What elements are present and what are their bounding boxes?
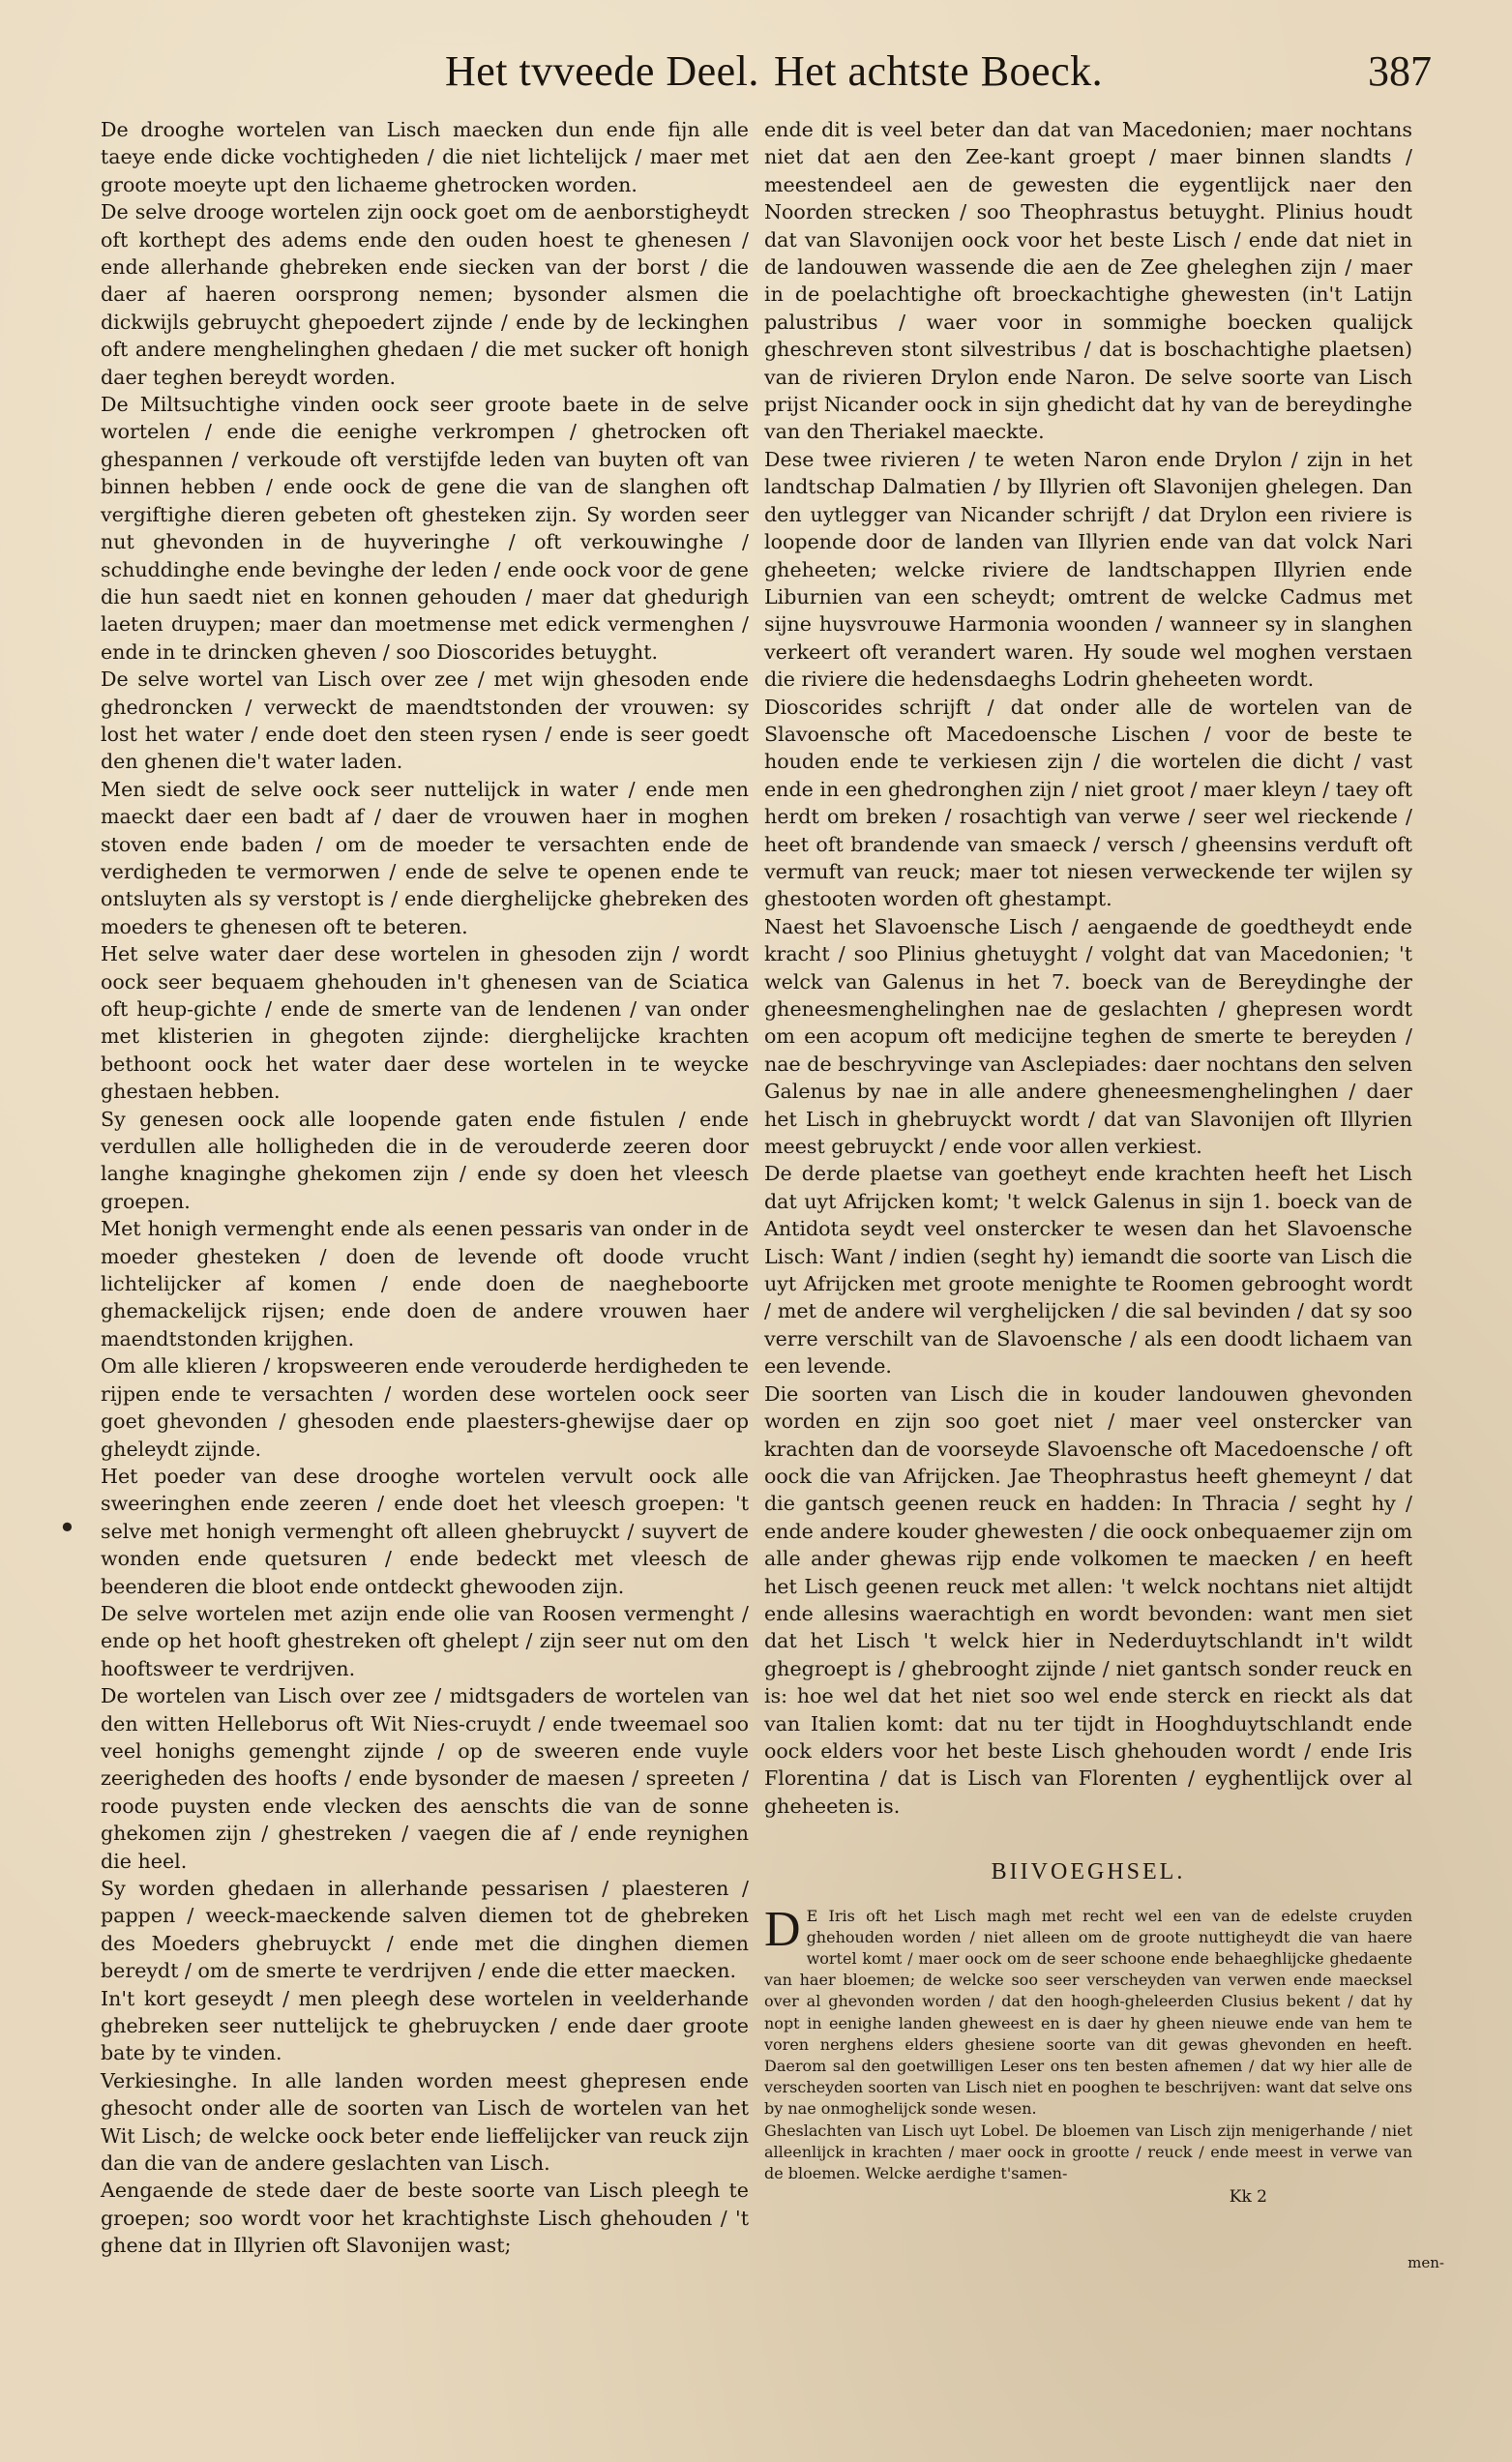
addition-subhead: Gheslachten van Lisch uyt Lobel. De bloemen van Lisch zijn menigerhande / niet alleenlijck in krachten / maer oock in grootte / reuck / ende meest in verwe van de bloemen. Welcke aerdighe t'samen- xyxy=(764,2121,1412,2183)
addition-heading: BIIVOEGHSEL. xyxy=(991,1859,1186,1885)
paragraph: De Miltsuchtighe vinden oock seer groote baete in de selve wortelen / ende die eenighe verkrompen / ghetrocken oft ghespannen / verkoude oft verstijfde leden van buyten oft van binnen hebben / ende oock de gene die van de slanghen oft vergiftighe dieren gebeten oft ghesteken zijn. Sy worden seer nut ghevonden in de huyveringhe / oft verkouwinghe / schuddinghe ende bevinghe der leden / ende oock voor de gene die hun saedt niet en konnen gehouden / maer dat ghedurigh laeten druypen; maer dan moetmense met edick vermenghen / ende in te drincken gheven / soo Dioscorides betuyght. xyxy=(101,393,749,664)
catchword: men- xyxy=(1408,2254,1444,2271)
addition-text: E Iris oft het Lisch magh met recht wel een van de edelste cruyden ghehouden worden / niet alleen om de groote nuttigheydt die van haere wortel komt / maer oock om de seer schoone ende behaeghlijcke ghedaente van haer bloemen; de welcke soo seer verscheyden van verwen ende maecksel over al ghevonden worden / dat den hoogh-gheleerden Clusius bekent / dat hy nopt in eenighe landen gheweest en is daer hy gheen nieuwe ende van hem te voren nerghens elders ghesiene soorte van dit gewas ghevonden en heeft. Daerom sal den goetwilligen Leser ons ten besten afnemen / dat wy hier alle de verscheyden soorten van Lisch niet en pooghen te beschrijven: want dat selve ons by nae onmoghelijck sonde wesen. xyxy=(764,1906,1412,2119)
paragraph: Het selve water daer dese wortelen in ghesoden zijn / wordt oock seer bequaem ghehouden in't ghenesen van de Sciatica oft heup-gichte / ende de smerte van de lendenen / van onder met klisterien in ghegoten zijnde: dierghelijcke krachten bethoont oock het water daer dese wortelen in te weycke ghestaen hebben. xyxy=(101,942,749,1104)
paragraph: ende dit is veel beter dan dat van Macedonien; maer nochtans niet dat aen den Zee-kant groept / maer binnen slandts / meestendeel aen de gewesten die eygentlijck naer den Noorden strecken / soo Theophrastus betuyght. Plinius houdt dat van Slavonijen oock voor het beste Lisch / ende dat niet in de landouwen wassende die aen de Zee gheleghen zijn / maer in de poelachtighe oft broeckachtighe ghewesten (in't Latijn palustribus / waer voor in sommighe boecken qualijck gheschreven stont silvestribus / dat is boschachtighe plaetsen) van de rivieren Drylon ende Naron. De selve soorte van Lisch prijst Nicander oock in sijn ghedicht dat hy van de bereydinghe van den Theriakel maeckte. xyxy=(764,118,1412,444)
paragraph: Die soorten van Lisch die in kouder landouwen ghevonden worden en zijn soo goet niet / maer veel onstercker van krachten dan de voorseyde Slavoensche oft Macedoensche / oft oock die van Afrijcken. Jae Theophrastus heeft ghemeynt / dat die gantsch geenen reuck en hadden: In Thracia / seght hy / ende andere kouder ghewesten / die oock onbequaemer zijn om alle ander ghewas rijp ende volkomen te maecken / en heeft het Lisch geenen reuck met allen: 't welck nochtans niet altijdt ende allesins waerachtigh en wordt bevonden: want men siet dat het Lisch 't welck hier in Nederduytschlandt in't wildt ghegroept is / ghebrooght zijnde / niet gantsch sonder reuck en is: hoe wel dat het niet soo wel ende sterck en rieckt als dat van Italien komt: dat nu ter tijdt in Hooghduytschlandt ende oock elders voor het beste Lisch ghehouden wordt / ende Iris Florentina / dat is Lisch van Florenten / eyghentlijck over al gheheeten is. xyxy=(764,1381,1412,1818)
paragraph: De wortelen van Lisch over zee / midtsgaders de wortelen van den witten Helleborus oft Wit Nies-cruydt / ende tweemael soo veel honighs gemenght zijnde / op de sweeren ende vuyle zeerigheden des hoofts / ende bysonder de maesen / spreeten / roode puysten ende vlecken des aenschts die van de sonne ghekomen zijn / ghestreken / vaegen die af / ende reynighen die heel. xyxy=(101,1684,749,1873)
addition-section xyxy=(764,1901,1412,2209)
paragraph: Dioscorides schrijft / dat onder alle de wortelen van de Slavoensche oft Macedoensche Lischen / voor de beste te houden ende te verkiesen zijn / die wortelen die dicht / vast ende in een ghedronghen zijn / niet groot / maer kleyn / taey oft herdt om breken / rosachtigh van verwe / seer wel rieckende / heet oft brandende van smaeck / versch / gheensins verduft oft vermuft van reuck; maer tot niesen verweckende ter wijlen sy ghestooten worden oft ghestampt. xyxy=(764,695,1412,911)
drop-cap: D xyxy=(764,1901,801,1957)
header-part-title: Het tvveede Deel. xyxy=(445,47,759,95)
paragraph: De selve drooge wortelen zijn oock goet om de aenborstigheydt oft korthept des adems ende den ouden hoest te ghenesen / ende allerhande ghebreken ende siecken van der borst / die daer af haeren oorsprong nemen; bysonder alsmen die dickwijls gebruycht ghepoedert zijnde / ende by de leckinghen oft andere menghelinghen ghedaen / die met sucker oft honigh daer teghen bereydt worden. xyxy=(101,200,749,389)
paragraph: De drooghe wortelen van Lisch maecken dun ende fijn alle taeye ende dicke vochtigheden / die niet lichtelijck / maer met groote moeyte upt den lichaeme ghetrocken worden. xyxy=(101,118,749,196)
header-book-title: Het achtste Boeck. xyxy=(774,47,1104,95)
paragraph: Dese twee rivieren / te weten Naron ende Drylon / zijn in het landtschap Dalmatien / by Illyrien oft Slavonijen ghelegen. Dan den uytlegger van Nicander schrijft / dat Drylon een riviere is loopende door de landen van Illyrien ende van dat volck Nari gheheeten; welcke riviere de landtschappen Illyrien ende Liburnien van een scheydt; omtrent de welcke Cadmus met sijne huysvrouwe Harmonia woonden / wanneer sy in slanghen verkeert oft verandert waren. Hy soude wel moghen verstaen die riviere die hedensdaeghs Lodrin gheheeten wordt. xyxy=(764,447,1412,692)
paragraph: In't kort geseydt / men pleegh dese wortelen in veelderhande ghebreken seer nuttelijck te ghebruycken / ende daer groote bate by te vinden. xyxy=(101,1986,749,2065)
right-column xyxy=(764,116,1412,2273)
paragraph: Het poeder van dese drooghe wortelen vervult oock alle sweeringhen ende zeeren / ende doet het vleesch groepen: 't selve met honigh vermenght oft alleen ghebruyckt / suyvert de wonden ende quetsuren / ende bedeckt met vleesch de beenderen die bloot ende ontdeckt ghewooden zijn. xyxy=(101,1464,749,1598)
paragraph: De derde plaetse van goetheyt ende krachten heeft het Lisch dat uyt Afrijcken komt; 't welck Galenus in sijn 1. boeck van de Antidota seydt veel onstercker te wesen dan het Slavoensche Lisch: Want / indien (seght hy) iemandt die soorte van Lisch die uyt Afrijcken met groote menighte te Roomen gebrooght wordt / met de andere wil verghelijcken / die sal bevinden / dat sy soo verre verschilt van de Slavoensche / als een doodt lichaem van een levende. xyxy=(764,1162,1412,1379)
paragraph: Verkiesinghe. In alle landen worden meest ghepresen ende ghesocht onder alle de soorten van Lisch de wortelen van het Wit Lisch; de welcke oock beter ende lieffelijcker van reuck zijn dan die van de andere geslachten van Lisch. xyxy=(101,2068,749,2176)
paragraph: Aengaende de stede daer de beste soorte van Lisch pleegh te groepen; soo wordt voor het krachtighste Lisch ghehouden / 't ghene dat in Illyrien oft Slavonijen wast; xyxy=(101,2179,749,2258)
left-column xyxy=(101,116,749,2258)
paragraph: Sy genesen oock alle loopende gaten ende fistulen / ende verdullen alle holligheden die in de verouderde zeeren door langhe knaginghe ghekomen zijn / ende sy doen het vleesch groepen. xyxy=(101,1107,749,1213)
margin-hand-mark: • xyxy=(58,1509,76,1546)
signature-mark: Kk 2 xyxy=(1229,2187,1267,2208)
page-number: 387 xyxy=(1368,47,1432,95)
paragraph: Met honigh vermenght ende als eenen pessaris van onder in de moeder ghesteken / doen de levende oft doode vrucht lichtelijcker af komen / ende doen de naegheboorte ghemackelijck rijsen; ende doen de andere vrouwen haer maendtstonden krijghen. xyxy=(101,1217,749,1350)
paragraph: Sy worden ghedaen in allerhande pessarisen / plaesteren / pappen / weeck-maeckende salven diemen tot de ghebreken des Moeders ghebruyckt / ende met die dinghen diemen bereydt / om de smerte te verdrijven / ende die etter maecken. xyxy=(101,1877,749,1983)
running-header xyxy=(77,46,1432,114)
paragraph: De selve wortelen met azijn ende olie van Roosen vermenght / ende op het hooft ghestreken oft ghelept / zijn seer nut om den hooftsweer te verdrijven. xyxy=(101,1601,749,1680)
paragraph: Om alle klieren / kropsweeren ende verouderde herdigheden te rijpen ende te versachten / worden dese wortelen oock seer goet ghevonden / ghesoden ende plaesters-ghewijse daer op gheleydt zijnde. xyxy=(101,1354,749,1461)
paragraph: De selve wortel van Lisch over zee / met wijn ghesoden ende ghedroncken / verweckt de maendtstonden der vrouwen: sy lost het water / ende doet den steen rysen / ende is seer goedt den ghenen die't water laden. xyxy=(101,667,749,774)
paragraph: Men siedt de selve oock seer nuttelijck in water / ende men maeckt daer een badt af / daer de vrouwen haer in moghen stoven ende baden / om de moeder te versachten ende de verdigheden te vermorwen / ende de selve te openen ende te ontsluyten als sy verstopt is / ende dierghelijcke ghebreken des moeders te ghenesen oft te beteren. xyxy=(101,777,749,938)
paragraph: Naest het Slavoensche Lisch / aengaende de goedtheydt ende kracht / soo Plinius ghetuyght / volght dat van Macedonien; 't welck van Galenus in het 7. boeck van de Bereydinghe der gheneesmenghelinghen nae de geslachten / ghepresen wordt om een acopum oft medicijne teghen de smerte te bereyden / nae de beschryvinge van Asclepiades: daer nochtans den selven Galenus by nae in alle andere gheneesmenghelinghen / daer het Lisch in ghebruyckt wordt / dat van Slavonijen oft Illyrien meest gebruyckt / ende voor allen verkiest. xyxy=(764,914,1412,1159)
